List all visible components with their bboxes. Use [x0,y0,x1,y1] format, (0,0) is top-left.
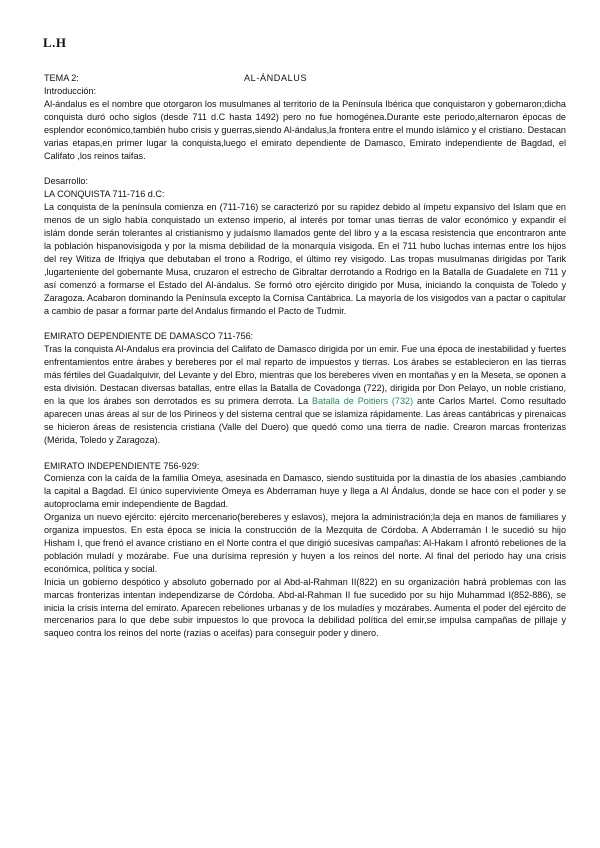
emirato-dependiente-paragraph [44,343,566,446]
emirato-dependiente-heading: EMIRATO DEPENDIENTE DE DAMASCO 711-756: [44,331,254,342]
intro-paragraph: Al-ándalus es el nombre que otorgaron los musulmanes al territorio de la Península Ibérica que conquistaron y gobernaron;dicha conquista duró ocho siglos (desde 711 d.C hasta 1492) pero no fue homogénea.Durante este periodo,alternaron épocas de esplendor económico,también hubo crisis y guerras,siendo Al-ándalus,la frontera entre el mundo islámico y el cristiano. Destacan varias etapas,en primer lugar la conquista,luego el emirato dependiente de Damasco, Emirato independiente de Bagdad, el Califato ,los reinos taifas. [44,98,566,161]
intro-heading: Introducción: [44,86,97,96]
batalla-poitiers-link[interactable]: Batalla de Poitiers (732) [312,395,414,406]
conquista-paragraph: La conquista de la península comienza en (711-716) se caracterizó por su rapidez debido al ímpetu expansivo del Islam que en menos de un siglo había conquistado un extenso imperio, al interés por tomar unas tierras de valor económico y expandir el islám donde serán tolerantes al cristianismo y judaísmo llamados gente del libro y a la escasa resistencia que encontraron ante la población hispanovisigoda y por la misma debilidad de la monarquía visigoda. En el 711 hubo luchas internas entre los hijos del rey Witiza de Ifriqiya que debutaban el trono a Rodrigo, el último rey visigodo. Las tropas musulmanas dirigidas por Tarik ,lugarteniente del gobernante Musa, cruzaron el estrecho de Gibraltar derrotando a Rodrigo en la Batalla de Guadalete en 711 y así comenzó a formarse el Estado del Al-ándalus. Se formó otro ejército dirigido por Musa, iniciando la conquista de Toledo y Zaragoza. Acabaron dominando la Península excepto la Cornisa Cantábrica. La mayoría de los visigodos van a pactar o capitular a cambio de pasar a formar parte del Andalus firmando el Pacto de Tudmir. [44,202,566,316]
emirato-independiente-heading: EMIRATO INDEPENDIENTE 756-929: [44,460,200,471]
title-row [44,72,566,85]
emirato-dependiente-text-a: Tras la conquista Al-Andalus era provincia del Califato de Damasco dirigida por un emir. Fue una época de inestabilidad y fuertes enfrentamientos entre árabes y bereberes por el mal reparto de impuestos y tierras. Los árabes se establecieron en las tierras más fértiles del Guadalquivir, del Levante y del Ebro, mientras que los bereberes viven en montañas y en la Meseta, se oponen a esta división. Destacan diversas batallas, entre ellas la Batalla de Covadonga (722), dirigida por Don Pelayo, un noble cristiano, en la que los árabes son derrotados es su primera derrota. La [44,344,566,406]
conquista-heading: LA CONQUISTA 711-716 d.C: [44,189,165,200]
emirato-independiente-paragraph-3: Inicia un gobierno despótico y absoluto gobernado por al Abd-al-Rahman II(822) en su organización habrá problemas con las marcas fronterizas intentan independizarse de Córdoba. Abd-al-Rahman II fue sucedido por su hijo Muhammad I(852-886), se inicia la crisis interna del emirato. Aparecen rebeliones urbanas y de los muladíes y mozárabes. Aumenta el poder del ejército de mercenarios para lo que debe subir impuestos lo que provoca la debilidad política del emir,se impulsa campañas de pillaje y saqueo contra los reinos del norte (razias o aceifas) para conseguir poder y dinero. [44,576,566,639]
desarrollo-heading: Desarrollo: [44,176,88,187]
emirato-independiente-paragraph-1: Comienza con la caída de la familia Omeya, asesinada en Damasco, siendo sustituida por la dinastía de los abasíes ,cambiando la capital a Bagdad. El único superviviente Omeya es Abderraman huye y llega a Al Ándalus, donde se hace con el poder y se autoproclama emir independiente de Bagdad. [44,473,566,510]
tema-title: AL-ÁNDALUS [244,73,308,83]
emirato-independiente-paragraph-2: Organiza un nuevo ejército: ejército mercenario(bereberes y eslavos), mejora la administración;la deja en manos de familiares y organiza impuestos. En esta época se inicia la construcción de la Mezquita de Córdoba. A Abderramán I le sucedió su hijo Hisham I, que frenó el avance cristiano en el Norte contra el que dirigió sucesivas campañas: Al-Hakam I afrontó rebeliones de la población muladí y mozárabe. Fue una durísima represión y huyen a los reinos del norte. Al final del periodo hay una crisis económica, política y social. [44,512,566,574]
document-body [44,72,566,640]
emirato-dependiente-text-b: ante Carlos Martel. Como resultado aparecen unas áreas al sur de los Pirineos y del sistema central que se islamiza rápidamente. Las áreas cantábricas y pirenaicas se hicieron áreas de resistencia cristiana (Valle del Duero) que quedó como una tierra de nadie. Crearon marcas fronterizas (Mérida, Toledo y Zaragoza). [44,395,566,445]
author-initials: L.H [43,35,67,50]
tema-label: TEMA 2: [44,73,79,83]
